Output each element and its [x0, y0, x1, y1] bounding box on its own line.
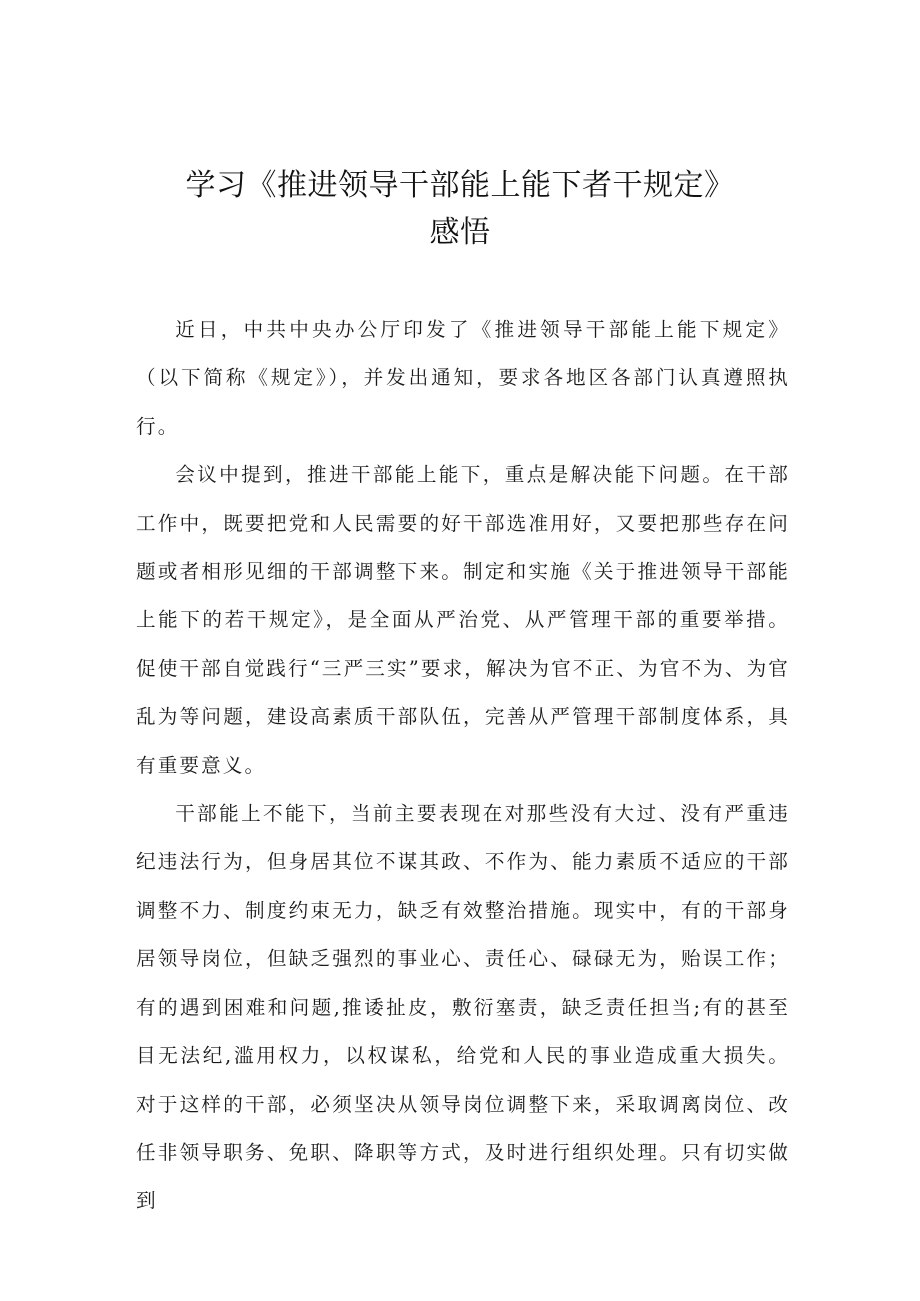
document-body: [136, 306, 790, 1226]
paragraph-1: 近日，中共中央办公厅印发了《推进领导干部能上能下规定》（以下简称《规定》），并发出通知，要求各地区各部门认真遵照执行。: [136, 318, 790, 438]
title-line-1: 学习《推进领导干部能上能下者干规定》: [185, 168, 735, 203]
paragraph-3: 干部能上不能下，当前主要表现在对那些没有大过、没有严重违纪违法行为，但身居其位不谋其政、不作为、能力素质不适应的干部调整不力、制度约束无力，缺乏有效整治措施。现实中，有的干部身居领导岗位，但缺乏强烈的事业心、责任心、碌碌无为，贻误工作；有的遇到困难和问题,推诿扯皮，敷衍塞责，缺乏责任担当;有的甚至目无法纪,滥用权力，以权谋私，给党和人民的事业造成重大损失。对于这样的干部，必须坚决从领导岗位调整下来，采取调离岗位、改任非领导职务、免职、降职等方式，及时进行组织处理。只有切实做到: [136, 802, 790, 1213]
paragraph-2: 会议中提到，推进干部能上能下，重点是解决能下问题。在干部工作中，既要把党和人民需要的好干部选准用好，又要把那些存在问题或者相形见细的干部调整下来。制定和实施《关于推进领导干部能上能下的若干规定》，是全面从严治党、从严管理干部的重要举措。促使干部自觉践行“三严三实”要求，解决为官不正、为官不为、为官乱为等问题，建设高素质干部队伍，完善从严管理干部制度体系，具有重要意义。: [136, 463, 790, 777]
title-line-2: 感悟: [429, 215, 491, 250]
document-title: [0, 162, 920, 256]
